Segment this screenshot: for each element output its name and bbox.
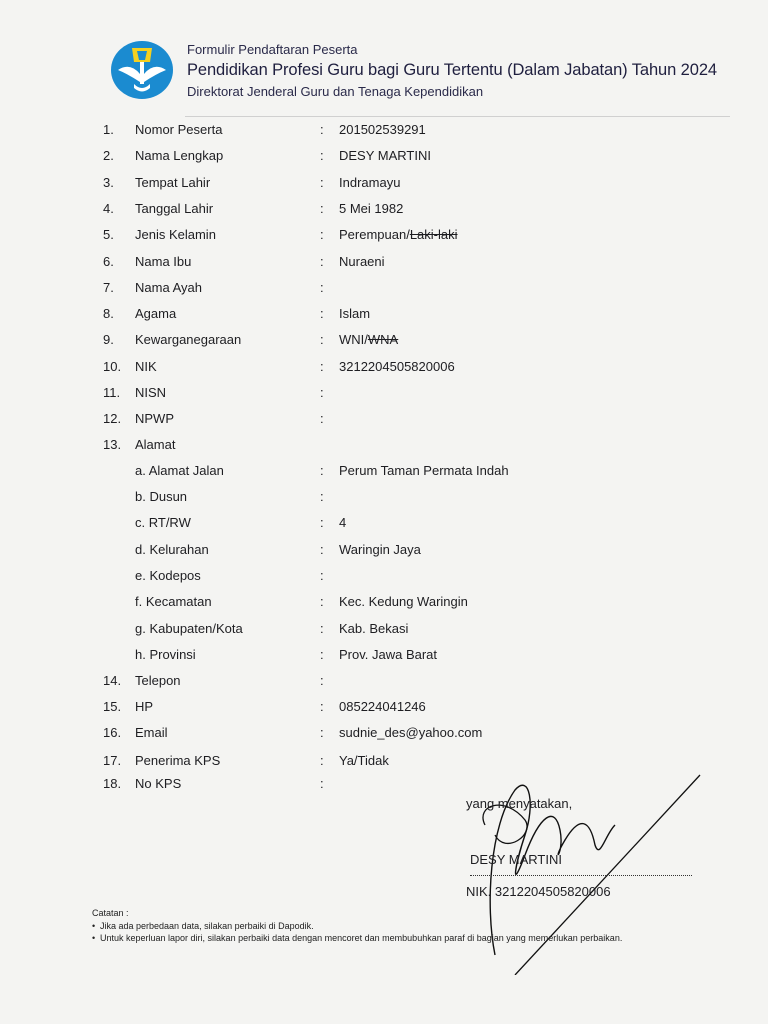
field-row [0, 542, 768, 562]
field-row [0, 489, 768, 509]
notes-title: Catatan : [92, 908, 129, 918]
field-label: Agama [135, 306, 177, 321]
field-colon: : [320, 280, 324, 295]
field-label: h. Provinsi [135, 647, 196, 662]
field-value-struck: WNA [367, 332, 399, 347]
field-value: 085224041246 [339, 699, 426, 714]
field-row [0, 201, 768, 221]
field-colon: : [320, 699, 324, 714]
field-row [0, 699, 768, 719]
field-value-struck: Laki-laki [409, 227, 458, 242]
field-colon: : [320, 227, 324, 242]
field-value [339, 332, 398, 347]
field-colon: : [320, 385, 324, 400]
field-label: Tanggal Lahir [135, 201, 214, 216]
field-label: Nomor Peserta [135, 122, 223, 137]
field-number: 11. [103, 385, 121, 400]
field-colon: : [320, 673, 324, 688]
field-colon: : [320, 411, 324, 426]
field-colon: : [320, 776, 324, 791]
field-label: g. Kabupaten/Kota [135, 621, 243, 636]
field-label: Alamat [135, 437, 176, 452]
field-colon: : [320, 725, 324, 740]
note-item: • Untuk keperluan lapor diri, silakan perbaiki data dengan mencoret dan membubuhkan paraf di bagian yang memerlukan perbaikan. [92, 932, 622, 944]
field-colon: : [320, 568, 324, 583]
field-value: Prov. Jawa Barat [339, 647, 438, 662]
field-colon: : [320, 332, 324, 347]
field-colon: : [320, 463, 324, 478]
header-divider [185, 116, 730, 117]
field-value: Perum Taman Permata Indah [339, 463, 509, 478]
note-item: • Jika ada perbedaan data, silakan perbaiki di Dapodik. [92, 920, 622, 932]
field-label: a. Alamat Jalan [135, 463, 224, 478]
field-colon: : [320, 515, 324, 530]
field-number: 16. [103, 725, 122, 740]
notes [92, 908, 622, 944]
field-value: Islam [339, 306, 371, 321]
field-label: Kewarganegaraan [135, 332, 242, 347]
field-label: Nama Lengkap [135, 148, 224, 163]
field-label: Penerima KPS [135, 753, 221, 768]
field-row [0, 673, 768, 693]
field-number: 5. [103, 227, 114, 242]
field-row [0, 148, 768, 168]
field-colon: : [320, 359, 324, 374]
field-value [339, 227, 458, 242]
field-colon: : [320, 306, 324, 321]
field-number: 18. [103, 776, 122, 791]
field-label: Telepon [135, 673, 181, 688]
field-row [0, 568, 768, 588]
field-label: f. Kecamatan [135, 594, 212, 609]
field-value: Waringin Jaya [339, 542, 421, 557]
field-label: e. Kodepos [135, 568, 201, 583]
field-number: 6. [103, 254, 114, 269]
field-value-selected: WNI/ [339, 332, 368, 347]
field-row [0, 332, 768, 352]
signer-nik: NIK. 3212204505820006 [466, 884, 611, 899]
field-value: 4 [339, 515, 347, 530]
field-number: 13. [103, 437, 122, 452]
field-label: NPWP [135, 411, 174, 426]
field-label: NISN [135, 385, 167, 400]
field-colon: : [320, 148, 324, 163]
field-number: 1. [103, 122, 114, 137]
field-label: Tempat Lahir [135, 175, 211, 190]
field-label: Nama Ibu [135, 254, 192, 269]
field-value: Indramayu [339, 175, 401, 190]
field-colon: : [320, 594, 324, 609]
field-label: No KPS [135, 776, 182, 791]
form-title: Formulir Pendaftaran Peserta [187, 42, 358, 57]
field-value: Kab. Bekasi [339, 621, 409, 636]
field-row [0, 463, 768, 483]
field-number: 3. [103, 175, 114, 190]
field-colon: : [320, 621, 324, 636]
signature-statement: yang menyatakan, [466, 796, 573, 811]
field-row [0, 227, 768, 247]
field-row [0, 122, 768, 142]
field-row [0, 594, 768, 614]
signature-dotted-line [470, 875, 692, 876]
field-row [0, 175, 768, 195]
directorate-title: Direktorat Jenderal Guru dan Tenaga Kependidikan [187, 84, 484, 99]
field-number: 10. [103, 359, 122, 374]
field-row [0, 385, 768, 405]
field-number: 9. [103, 332, 114, 347]
field-value-selected: Perempuan/ [339, 227, 410, 242]
field-value: sudnie_des@yahoo.com [339, 725, 483, 740]
field-number: 12. [103, 411, 122, 426]
program-title: Pendidikan Profesi Guru bagi Guru Tertentu (Dalam Jabatan) Tahun 2024 [187, 61, 717, 79]
field-colon: : [320, 489, 324, 504]
field-number: 2. [103, 148, 114, 163]
field-colon: : [320, 122, 324, 137]
field-value: Nuraeni [339, 254, 385, 269]
field-value: 201502539291 [339, 122, 426, 137]
field-row [0, 280, 768, 300]
signer-name: DESY MARTINI [470, 852, 562, 867]
field-row [0, 306, 768, 326]
field-value: 5 Mei 1982 [339, 201, 404, 216]
field-colon: : [320, 647, 324, 662]
field-row [0, 254, 768, 274]
field-label: Nama Ayah [135, 280, 202, 295]
field-row [0, 437, 768, 457]
field-label: Jenis Kelamin [135, 227, 216, 242]
field-colon: : [320, 201, 324, 216]
field-number: 4. [103, 201, 114, 216]
field-colon: : [320, 753, 324, 768]
field-row [0, 411, 768, 431]
field-value: Ya/Tidak [339, 753, 389, 768]
form-header [110, 38, 730, 108]
field-number: 7. [103, 280, 114, 295]
field-number: 8. [103, 306, 114, 321]
field-colon: : [320, 254, 324, 269]
field-label: c. RT/RW [135, 515, 191, 530]
field-number: 14. [103, 673, 122, 688]
field-label: NIK [135, 359, 157, 374]
field-label: d. Kelurahan [135, 542, 209, 557]
field-row [0, 515, 768, 535]
field-value: DESY MARTINI [339, 148, 431, 163]
field-number: 15. [103, 699, 122, 714]
field-value: Kec. Kedung Waringin [339, 594, 468, 609]
field-colon: : [320, 175, 324, 190]
field-label: Email [135, 725, 168, 740]
tut-wuri-handayani-logo-icon [110, 40, 174, 100]
field-label: b. Dusun [135, 489, 188, 504]
field-colon: : [320, 542, 324, 557]
field-number: 17. [103, 753, 122, 768]
field-value: 3212204505820006 [339, 359, 455, 374]
field-row [0, 647, 768, 667]
field-row [0, 725, 768, 745]
field-label: HP [135, 699, 154, 714]
field-row [0, 621, 768, 641]
field-row [0, 359, 768, 379]
